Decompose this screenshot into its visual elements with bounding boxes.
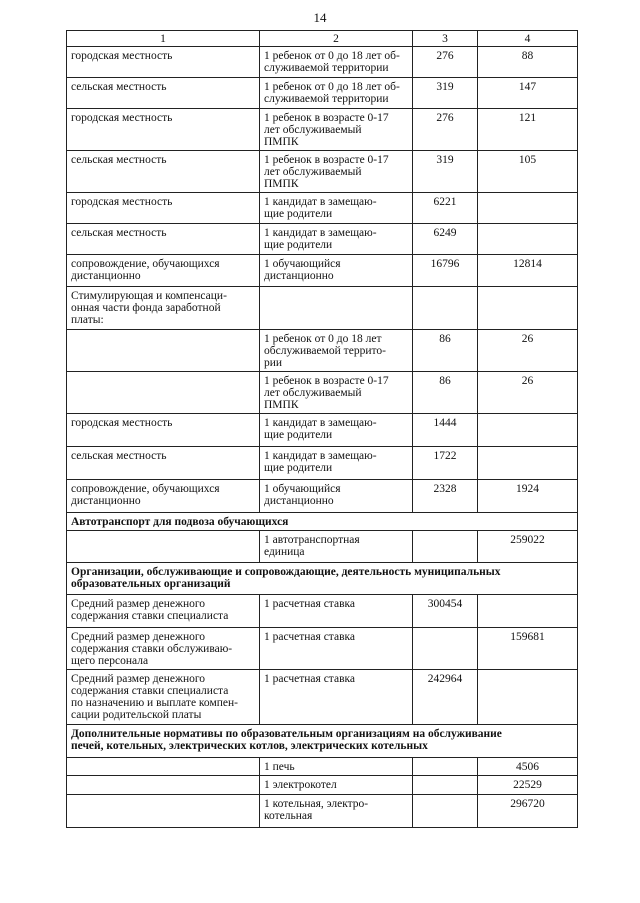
- table-row: [67, 414, 578, 447]
- value-col3-cell: 6221: [413, 193, 478, 224]
- unit-cell: 1 ребенок в возрасте 0-17 лет обслуживаемый ПМПК: [260, 372, 413, 414]
- section-heading: Дополнительные нормативы по образовательным организациям на обслуживание печей, котельных, электрических котлов, электрических котельных: [67, 725, 578, 758]
- value-col3-cell: [413, 287, 478, 330]
- value-col3-cell: 16796: [413, 255, 478, 287]
- value-col3-cell: 276: [413, 47, 478, 78]
- value-col3-cell: 86: [413, 330, 478, 372]
- unit-cell: 1 кандидат в замещаю- щие родители: [260, 447, 413, 480]
- normatives-table: [66, 30, 578, 828]
- table-row: [67, 795, 578, 828]
- section-heading: Автотранспорт для подвоза обучающихся: [67, 513, 578, 531]
- value-col4-cell: 159681: [478, 628, 578, 670]
- value-col3-cell: [413, 776, 478, 795]
- category-cell: Средний размер денежного содержания ставки специалиста по назначению и выплате компен- сации родительской платы: [67, 670, 260, 725]
- unit-cell: 1 ребенок в возрасте 0-17 лет обслуживаемый ПМПК: [260, 151, 413, 193]
- unit-cell: 1 расчетная ставка: [260, 628, 413, 670]
- category-cell: городская местность: [67, 47, 260, 78]
- unit-cell: [260, 287, 413, 330]
- value-col3-cell: 1444: [413, 414, 478, 447]
- category-cell: сельская местность: [67, 151, 260, 193]
- unit-cell: 1 обучающийся дистанционно: [260, 255, 413, 287]
- unit-cell: 1 обучающийся дистанционно: [260, 480, 413, 513]
- unit-cell: 1 кандидат в замещаю- щие родители: [260, 224, 413, 255]
- table-header-row: [67, 31, 578, 47]
- unit-cell: 1 расчетная ставка: [260, 670, 413, 725]
- table-row: [67, 255, 578, 287]
- table-row: [67, 776, 578, 795]
- value-col3-cell: 242964: [413, 670, 478, 725]
- category-cell: городская местность: [67, 193, 260, 224]
- value-col3-cell: 319: [413, 151, 478, 193]
- category-cell: Средний размер денежного содержания ставки специалиста: [67, 595, 260, 628]
- table-row: [67, 224, 578, 255]
- category-cell: [67, 776, 260, 795]
- unit-cell: 1 расчетная ставка: [260, 595, 413, 628]
- value-col4-cell: [478, 193, 578, 224]
- section-heading-row: [67, 563, 578, 595]
- section-heading-row: [67, 725, 578, 758]
- value-col4-cell: 4506: [478, 758, 578, 776]
- header-cell: 4: [478, 31, 578, 47]
- category-cell: сельская местность: [67, 78, 260, 109]
- category-cell: городская местность: [67, 109, 260, 151]
- category-cell: сельская местность: [67, 447, 260, 480]
- value-col4-cell: 259022: [478, 531, 578, 563]
- category-cell: сопровождение, обучающихся дистанционно: [67, 255, 260, 287]
- table-row: [67, 372, 578, 414]
- page-number: 14: [313, 10, 327, 25]
- table-row: [67, 151, 578, 193]
- unit-cell: 1 котельная, электро- котельная: [260, 795, 413, 828]
- table-row: [67, 628, 578, 670]
- value-col4-cell: [478, 414, 578, 447]
- category-cell: Средний размер денежного содержания ставки обслуживаю- щего персонала: [67, 628, 260, 670]
- unit-cell: 1 ребенок в возрасте 0-17 лет обслуживаемый ПМПК: [260, 109, 413, 151]
- table-row: [67, 670, 578, 725]
- table-row: [67, 531, 578, 563]
- value-col3-cell: 276: [413, 109, 478, 151]
- table-row: [67, 330, 578, 372]
- value-col4-cell: [478, 224, 578, 255]
- table-row: [67, 47, 578, 78]
- header-cell: 1: [67, 31, 260, 47]
- table-row: [67, 78, 578, 109]
- value-col4-cell: [478, 447, 578, 480]
- category-cell: [67, 372, 260, 414]
- value-col4-cell: 26: [478, 330, 578, 372]
- value-col4-cell: [478, 287, 578, 330]
- value-col3-cell: 2328: [413, 480, 478, 513]
- value-col4-cell: 88: [478, 47, 578, 78]
- header-cell: 2: [260, 31, 413, 47]
- value-col3-cell: [413, 795, 478, 828]
- value-col4-cell: 26: [478, 372, 578, 414]
- value-col4-cell: 22529: [478, 776, 578, 795]
- table-row: [67, 480, 578, 513]
- table-row: [67, 758, 578, 776]
- unit-cell: 1 электрокотел: [260, 776, 413, 795]
- unit-cell: 1 кандидат в замещаю- щие родители: [260, 414, 413, 447]
- section-heading-row: [67, 513, 578, 531]
- category-cell: [67, 330, 260, 372]
- category-cell: [67, 795, 260, 828]
- unit-cell: 1 печь: [260, 758, 413, 776]
- unit-cell: 1 ребенок от 0 до 18 лет обслуживаемой террито- рии: [260, 330, 413, 372]
- value-col4-cell: [478, 670, 578, 725]
- table-row: [67, 447, 578, 480]
- value-col4-cell: 147: [478, 78, 578, 109]
- table-row: [67, 595, 578, 628]
- value-col4-cell: 12814: [478, 255, 578, 287]
- value-col3-cell: [413, 531, 478, 563]
- unit-cell: 1 автотранспортная единица: [260, 531, 413, 563]
- value-col3-cell: 300454: [413, 595, 478, 628]
- value-col4-cell: 121: [478, 109, 578, 151]
- unit-cell: 1 кандидат в замещаю- щие родители: [260, 193, 413, 224]
- category-cell: городская местность: [67, 414, 260, 447]
- category-cell: сельская местность: [67, 224, 260, 255]
- value-col3-cell: 319: [413, 78, 478, 109]
- value-col3-cell: 86: [413, 372, 478, 414]
- value-col4-cell: 105: [478, 151, 578, 193]
- value-col3-cell: 1722: [413, 447, 478, 480]
- value-col4-cell: [478, 595, 578, 628]
- unit-cell: 1 ребенок от 0 до 18 лет об- служиваемой территории: [260, 78, 413, 109]
- section-heading: Организации, обслуживающие и сопровождающие, деятельность муниципальных образовательных организаций: [67, 563, 578, 595]
- category-cell: Стимулирующая и компенсаци- онная части фонда заработной платы:: [67, 287, 260, 330]
- category-cell: [67, 531, 260, 563]
- header-cell: 3: [413, 31, 478, 47]
- category-cell: [67, 758, 260, 776]
- table-row: [67, 287, 578, 330]
- value-col3-cell: [413, 628, 478, 670]
- table-row: [67, 193, 578, 224]
- unit-cell: 1 ребенок от 0 до 18 лет об- служиваемой территории: [260, 47, 413, 78]
- value-col4-cell: 296720: [478, 795, 578, 828]
- table-row: [67, 109, 578, 151]
- value-col3-cell: 6249: [413, 224, 478, 255]
- value-col4-cell: 1924: [478, 480, 578, 513]
- category-cell: сопровождение, обучающихся дистанционно: [67, 480, 260, 513]
- value-col3-cell: [413, 758, 478, 776]
